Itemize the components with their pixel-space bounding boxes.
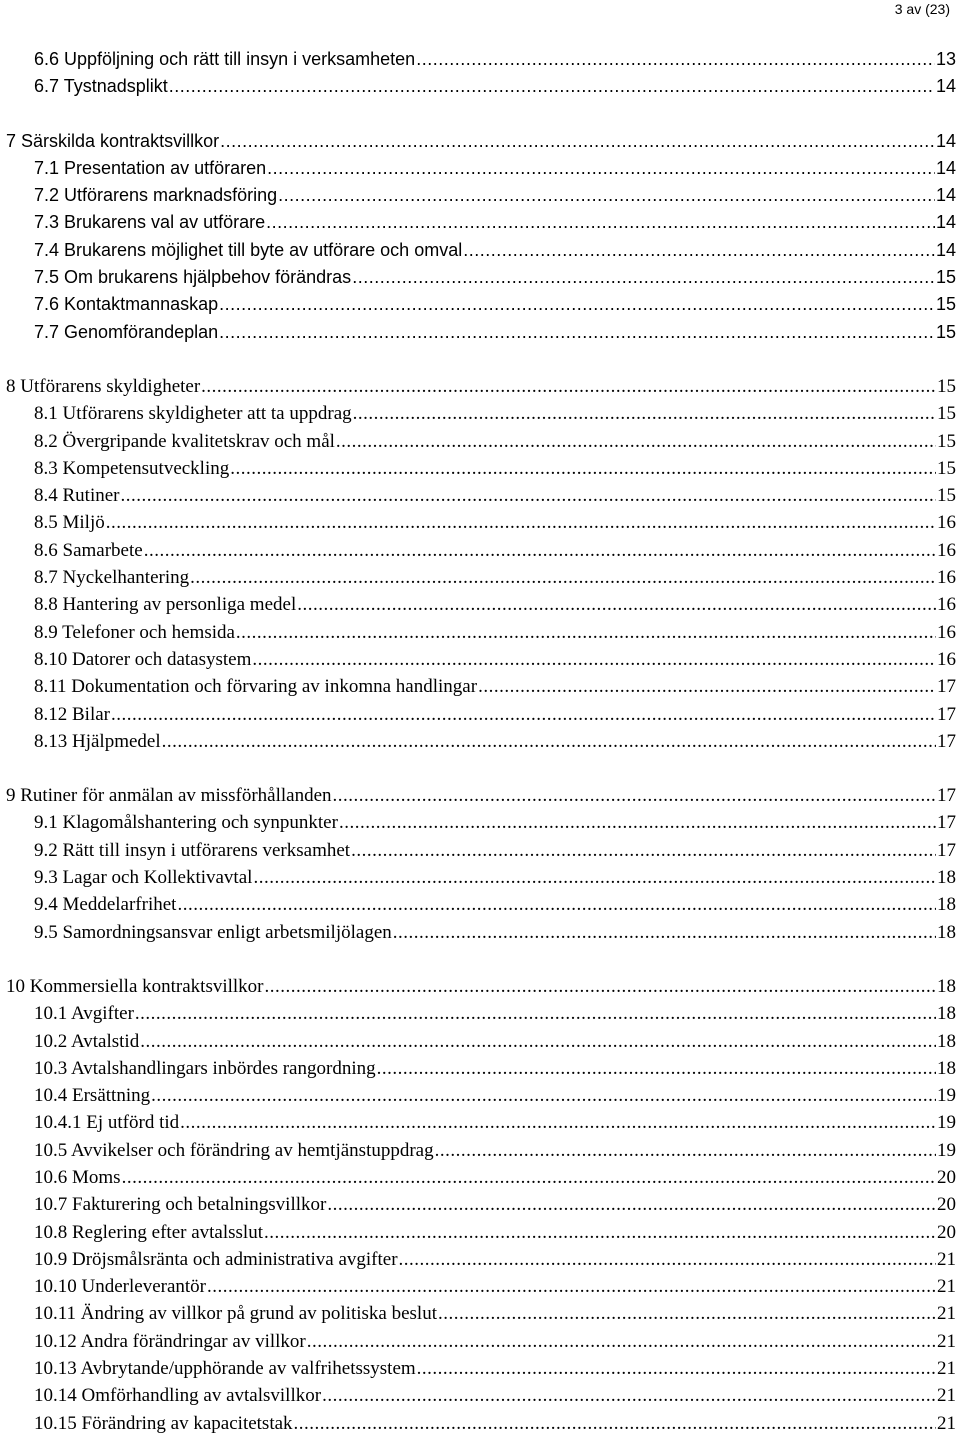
toc-entry-title: 8 Utförarens skyldigheter bbox=[6, 375, 201, 397]
toc-entry-page: 20 bbox=[937, 1166, 956, 1188]
toc-leader-dots bbox=[151, 1082, 936, 1109]
toc-entry-title: 8.10 Datorer och datasystem bbox=[34, 648, 252, 670]
toc-entry-page: 16 bbox=[937, 539, 956, 561]
toc-entry-title: 8.13 Hjälpmedel bbox=[34, 730, 161, 752]
toc-entry-page: 16 bbox=[937, 621, 956, 643]
toc-entry-title: 8.11 Dokumentation och förvaring av inkomna handlingar bbox=[34, 676, 478, 698]
toc-entry-title: 10 Kommersiella kontraktsvillkor bbox=[6, 975, 264, 997]
toc-leader-dots bbox=[322, 1382, 936, 1409]
toc-entry-page: 14 bbox=[935, 185, 956, 206]
toc-leader-dots bbox=[135, 1000, 936, 1027]
toc-leader-dots bbox=[121, 482, 937, 509]
toc-entry[interactable] bbox=[0, 591, 960, 618]
table-of-contents bbox=[0, 46, 960, 1437]
toc-leader-dots bbox=[266, 209, 935, 236]
toc-entry[interactable] bbox=[0, 864, 960, 891]
toc-leader-dots bbox=[207, 1273, 936, 1300]
toc-entry-page: 14 bbox=[935, 157, 956, 178]
toc-entry[interactable] bbox=[0, 209, 960, 236]
toc-leader-dots bbox=[264, 1219, 936, 1246]
toc-entry-title: 10.9 Dröjsmålsränta och administrativa avgifter bbox=[34, 1248, 398, 1270]
toc-leader-dots bbox=[177, 891, 936, 918]
toc-leader-dots bbox=[416, 46, 935, 73]
toc-entry-page: 18 bbox=[937, 894, 956, 916]
toc-entry-title: 8.9 Telefoner och hemsida bbox=[34, 621, 235, 643]
toc-entry[interactable] bbox=[0, 455, 960, 482]
toc-entry-title: 9 Rutiner för anmälan av missförhållanden bbox=[6, 785, 332, 807]
toc-entry-page: 16 bbox=[937, 512, 956, 534]
toc-entry-title: 10.1 Avgifter bbox=[34, 1003, 134, 1025]
toc-leader-dots bbox=[201, 373, 936, 400]
toc-entry-page: 15 bbox=[935, 267, 956, 288]
toc-leader-dots bbox=[122, 1164, 936, 1191]
toc-leader-dots bbox=[377, 1055, 936, 1082]
toc-entry-title: 10.2 Avtalstid bbox=[34, 1030, 140, 1052]
toc-entry-page: 21 bbox=[937, 1248, 956, 1270]
toc-entry-title: 7.5 Om brukarens hjälpbehov förändras bbox=[34, 267, 352, 288]
toc-leader-dots bbox=[253, 864, 936, 891]
toc-leader-dots bbox=[297, 591, 936, 618]
toc-leader-dots bbox=[417, 1355, 936, 1382]
toc-entry-page: 19 bbox=[937, 1085, 956, 1107]
toc-entry-title: 10.12 Andra förändringar av villkor bbox=[34, 1330, 306, 1352]
toc-entry[interactable] bbox=[0, 728, 960, 755]
toc-entry[interactable] bbox=[0, 1055, 960, 1082]
toc-entry-title: 10.3 Avtalshandlingars inbördes rangordning bbox=[34, 1057, 376, 1079]
toc-entry-title: 10.5 Avvikelser och förändring av hemtjänstuppdrag bbox=[34, 1139, 434, 1161]
toc-entry[interactable] bbox=[0, 237, 960, 264]
toc-entry-page: 14 bbox=[935, 130, 956, 151]
toc-entry-title: 10.15 Förändring av kapacitetstak bbox=[34, 1412, 293, 1434]
toc-leader-dots bbox=[463, 237, 935, 264]
toc-leader-dots bbox=[144, 537, 936, 564]
toc-entry-title: 10.6 Moms bbox=[34, 1166, 121, 1188]
toc-entry-page: 18 bbox=[937, 921, 956, 943]
toc-entry-title: 10.8 Reglering efter avtalsslut bbox=[34, 1221, 263, 1243]
toc-entry-page: 17 bbox=[937, 703, 956, 725]
toc-entry-page: 21 bbox=[937, 1276, 956, 1298]
toc-entry-title: 7.6 Kontaktmannaskap bbox=[34, 294, 219, 315]
toc-leader-dots bbox=[252, 646, 936, 673]
toc-entry-title: 10.11 Ändring av villkor på grund av politiska beslut bbox=[34, 1303, 437, 1325]
page-indicator: 3 av (23) bbox=[894, 1, 950, 17]
toc-leader-dots bbox=[278, 182, 935, 209]
toc-leader-dots bbox=[219, 319, 935, 346]
toc-entry[interactable] bbox=[0, 701, 960, 728]
toc-entry-page: 18 bbox=[937, 867, 956, 889]
toc-entry-title: 10.4.1 Ej utförd tid bbox=[34, 1112, 180, 1134]
toc-entry-page: 21 bbox=[937, 1330, 956, 1352]
toc-entry-page: 16 bbox=[937, 567, 956, 589]
toc-leader-dots bbox=[220, 128, 935, 155]
toc-entry[interactable] bbox=[0, 155, 960, 182]
toc-entry[interactable] bbox=[0, 73, 960, 100]
toc-entry-page: 17 bbox=[937, 839, 956, 861]
toc-entry-title: 6.6 Uppföljning och rätt till insyn i verksamheten bbox=[34, 49, 416, 69]
toc-entry[interactable] bbox=[0, 782, 960, 809]
toc-entry-page: 18 bbox=[937, 975, 956, 997]
toc-entry-title: 7.1 Presentation av utföraren bbox=[34, 157, 267, 178]
toc-entry[interactable] bbox=[0, 1191, 960, 1218]
toc-entry[interactable] bbox=[0, 291, 960, 318]
toc-leader-dots bbox=[180, 1109, 936, 1136]
toc-leader-dots bbox=[327, 1191, 936, 1218]
toc-entry[interactable] bbox=[0, 1273, 960, 1300]
toc-entry[interactable] bbox=[0, 1355, 960, 1382]
toc-entry-page: 20 bbox=[937, 1221, 956, 1243]
toc-entry[interactable] bbox=[0, 1328, 960, 1355]
toc-entry-page: 17 bbox=[937, 676, 956, 698]
toc-entry-page: 16 bbox=[937, 594, 956, 616]
toc-entry[interactable] bbox=[0, 1164, 960, 1191]
toc-entry-title: 6.7 Tystnadsplikt bbox=[34, 76, 168, 97]
toc-entry-title: 8.4 Rutiner bbox=[34, 485, 120, 507]
toc-entry-page: 21 bbox=[937, 1358, 956, 1380]
toc-leader-dots bbox=[336, 428, 936, 455]
toc-entry-title: 8.7 Nyckelhantering bbox=[34, 567, 190, 589]
toc-entry-page: 14 bbox=[935, 212, 956, 233]
toc-entry[interactable] bbox=[0, 319, 960, 346]
toc-entry[interactable] bbox=[0, 1410, 960, 1437]
toc-entry-page: 21 bbox=[937, 1385, 956, 1407]
toc-leader-dots bbox=[478, 673, 936, 700]
toc-entry[interactable] bbox=[0, 373, 960, 400]
toc-entry-page: 21 bbox=[937, 1412, 956, 1434]
toc-entry-page: 16 bbox=[937, 648, 956, 670]
toc-leader-dots bbox=[438, 1300, 936, 1327]
toc-entry-title: 8.5 Miljö bbox=[34, 512, 105, 534]
toc-entry[interactable] bbox=[0, 919, 960, 946]
toc-entry[interactable] bbox=[0, 537, 960, 564]
toc-leader-dots bbox=[190, 564, 936, 591]
toc-entry-title: 10.4 Ersättning bbox=[34, 1085, 151, 1107]
toc-entry-page: 15 bbox=[937, 403, 956, 425]
toc-leader-dots bbox=[352, 264, 935, 291]
toc-entry[interactable] bbox=[0, 1082, 960, 1109]
toc-leader-dots bbox=[307, 1328, 936, 1355]
toc-leader-dots bbox=[351, 837, 936, 864]
toc-entry-page: 18 bbox=[937, 1030, 956, 1052]
toc-leader-dots bbox=[106, 509, 936, 536]
toc-entry[interactable] bbox=[0, 182, 960, 209]
toc-entry-page: 19 bbox=[937, 1112, 956, 1134]
toc-entry-page: 15 bbox=[937, 485, 956, 507]
toc-entry[interactable] bbox=[0, 619, 960, 646]
toc-entry-title: 9.3 Lagar och Kollektivavtal bbox=[34, 867, 253, 889]
toc-entry-page: 18 bbox=[937, 1057, 956, 1079]
toc-entry[interactable] bbox=[0, 673, 960, 700]
toc-leader-dots bbox=[169, 73, 935, 100]
toc-entry-title: 7.4 Brukarens möjlighet till byte av utförare och omval bbox=[34, 239, 463, 260]
toc-entry-title: 7.7 Genomförandeplan bbox=[34, 321, 219, 342]
toc-entry-page: 17 bbox=[937, 785, 956, 807]
toc-leader-dots bbox=[333, 782, 936, 809]
toc-entry-title: 9.5 Samordningsansvar enligt arbetsmiljölagen bbox=[34, 921, 392, 943]
toc-entry-page: 17 bbox=[937, 812, 956, 834]
toc-leader-dots bbox=[230, 455, 936, 482]
toc-leader-dots bbox=[219, 291, 935, 318]
toc-entry[interactable] bbox=[0, 1137, 960, 1164]
toc-entry-title: 7 Särskilda kontraktsvillkor bbox=[6, 130, 220, 151]
toc-leader-dots bbox=[267, 155, 935, 182]
toc-leader-dots bbox=[140, 1028, 936, 1055]
toc-entry[interactable] bbox=[0, 1028, 960, 1055]
toc-leader-dots bbox=[236, 619, 936, 646]
toc-entry-page: 21 bbox=[937, 1303, 956, 1325]
toc-entry-page: 13 bbox=[935, 49, 956, 69]
toc-entry[interactable] bbox=[0, 1246, 960, 1273]
toc-entry-page: 17 bbox=[937, 730, 956, 752]
toc-entry-title: 10.7 Fakturering och betalningsvillkor bbox=[34, 1194, 327, 1216]
toc-entry[interactable] bbox=[0, 400, 960, 427]
toc-leader-dots bbox=[265, 973, 936, 1000]
toc-entry-page: 15 bbox=[937, 430, 956, 452]
toc-entry[interactable] bbox=[0, 891, 960, 918]
toc-entry[interactable] bbox=[0, 1000, 960, 1027]
toc-entry-title: 7.3 Brukarens val av utförare bbox=[34, 212, 266, 233]
toc-entry[interactable] bbox=[0, 973, 960, 1000]
toc-entry-title: 9.4 Meddelarfrihet bbox=[34, 894, 177, 916]
toc-entry-page: 15 bbox=[935, 321, 956, 342]
toc-entry-title: 10.14 Omförhandling av avtalsvillkor bbox=[34, 1385, 322, 1407]
toc-entry-page: 15 bbox=[937, 375, 956, 397]
toc-entry[interactable] bbox=[0, 264, 960, 291]
toc-leader-dots bbox=[435, 1137, 936, 1164]
toc-entry-page: 14 bbox=[935, 239, 956, 260]
toc-entry-page: 19 bbox=[937, 1139, 956, 1161]
toc-entry[interactable] bbox=[0, 564, 960, 591]
toc-entry-title: 8.12 Bilar bbox=[34, 703, 110, 725]
toc-entry-title: 9.1 Klagomålshantering och synpunkter bbox=[34, 812, 338, 834]
toc-entry-title: 10.10 Underleverantör bbox=[34, 1276, 206, 1298]
toc-entry[interactable] bbox=[0, 837, 960, 864]
toc-entry-title: 9.2 Rätt till insyn i utförarens verksamhet bbox=[34, 839, 351, 861]
toc-entry-title: 8.3 Kompetensutveckling bbox=[34, 457, 230, 479]
toc-leader-dots bbox=[393, 919, 936, 946]
toc-entry[interactable] bbox=[0, 809, 960, 836]
toc-entry-page: 15 bbox=[937, 457, 956, 479]
toc-entry[interactable] bbox=[0, 482, 960, 509]
toc-leader-dots bbox=[162, 728, 936, 755]
toc-leader-dots bbox=[111, 701, 936, 728]
toc-leader-dots bbox=[339, 809, 936, 836]
toc-leader-dots bbox=[353, 400, 936, 427]
toc-leader-dots bbox=[399, 1246, 936, 1273]
toc-entry-title: 7.2 Utförarens marknadsföring bbox=[34, 185, 278, 206]
toc-entry-title: 8.2 Övergripande kvalitetskrav och mål bbox=[34, 430, 335, 452]
toc-entry-page: 20 bbox=[937, 1194, 956, 1216]
toc-entry[interactable] bbox=[0, 428, 960, 455]
toc-entry[interactable] bbox=[0, 1300, 960, 1327]
toc-entry-title: 10.13 Avbrytande/upphörande av valfrihetssystem bbox=[34, 1358, 416, 1380]
toc-entry[interactable] bbox=[0, 646, 960, 673]
toc-entry-title: 8.8 Hantering av personliga medel bbox=[34, 594, 297, 616]
toc-entry[interactable] bbox=[0, 1382, 960, 1409]
toc-entry-title: 8.1 Utförarens skyldigheter att ta uppdrag bbox=[34, 403, 352, 425]
toc-entry-page: 15 bbox=[935, 294, 956, 315]
toc-entry-page: 18 bbox=[937, 1003, 956, 1025]
toc-entry[interactable] bbox=[0, 509, 960, 536]
toc-entry-title: 8.6 Samarbete bbox=[34, 539, 143, 561]
toc-entry[interactable] bbox=[0, 1219, 960, 1246]
toc-entry[interactable] bbox=[0, 128, 960, 155]
toc-entry[interactable] bbox=[0, 46, 960, 73]
toc-entry-page: 14 bbox=[935, 76, 956, 97]
toc-leader-dots bbox=[294, 1410, 936, 1437]
toc-entry[interactable] bbox=[0, 1109, 960, 1136]
